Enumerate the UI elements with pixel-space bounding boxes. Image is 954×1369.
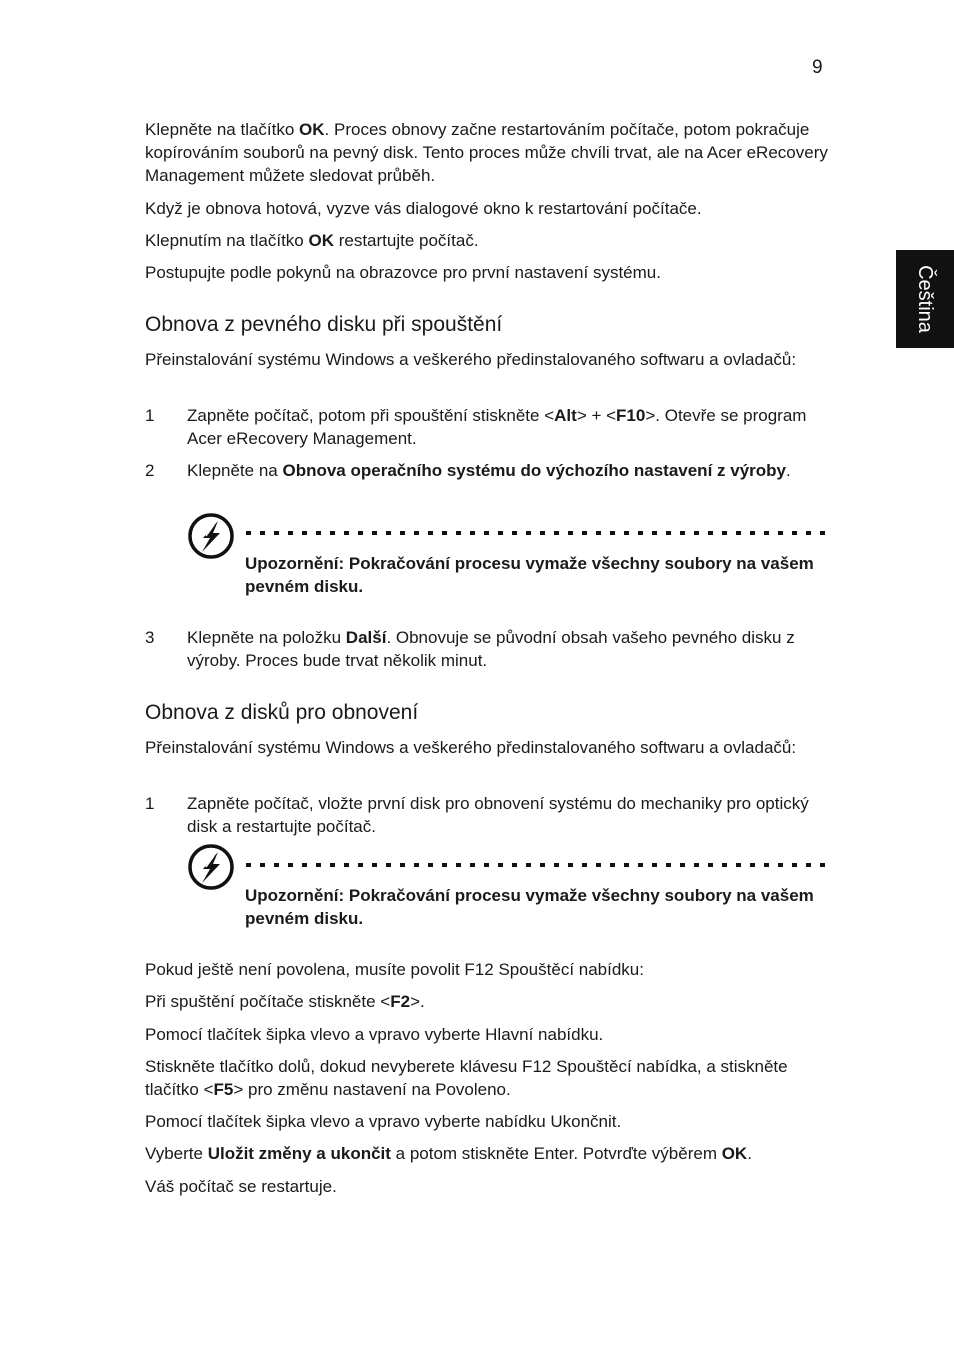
warning-divider — [246, 863, 830, 867]
outro-paragraph-1: Pokud ještě není povolena, musíte povolit F12 Spouštěcí nabídku: — [145, 960, 644, 979]
outro-paragraph-6: Vyberte Uložit změny a ukončit a potom stiskněte Enter. Potvrďte výběrem OK. — [145, 1144, 752, 1163]
intro-paragraph-4: Postupujte podle pokynů na obrazovce pro první nastavení systému. — [145, 263, 661, 282]
intro-paragraph-2: Když je obnova hotová, vyzve vás dialogové okno k restartování počítače. — [145, 199, 702, 218]
list-item-number: 3 — [145, 628, 155, 647]
section1-intro: Přeinstalování systému Windows a veškerého předinstalovaného softwaru a ovladačů: — [145, 350, 797, 369]
list-item-text: Klepněte na položku Další. Obnovuje se původní obsah vašeho pevného disku z výroby. Proces bude trvat několik minut. — [187, 628, 795, 670]
intro-paragraph-3: Klepnutím na tlačítko OK restartujte počítač. — [145, 231, 479, 250]
outro-paragraph-2: Při spuštění počítače stiskněte <F2>. — [145, 992, 425, 1011]
warning-text: Upozornění: Pokračování procesu vymaže všechny soubory na vašem pevném disku. — [245, 554, 814, 596]
intro-paragraph-1: Klepněte na tlačítko OK. Proces obnovy začne restartováním počítače, potom pokračuje kopírováním souborů na pevný disk. Tento proces může chvíli trvat, ale na Acer eRecovery Management můžete sledovat průběh. — [145, 120, 828, 185]
list-item-text: Klepněte na Obnova operačního systému do výchozího nastavení z výroby. — [187, 461, 791, 480]
section2-intro: Přeinstalování systému Windows a veškerého předinstalovaného softwaru a ovladačů: — [145, 738, 797, 757]
page-number: 9 — [812, 57, 823, 78]
list-item-text: Zapněte počítač, potom při spouštění stiskněte <Alt> + <F10>. Otevře se program Acer eRecovery Management. — [187, 406, 807, 448]
list-item-text: Zapněte počítač, vložte první disk pro obnovení systému do mechaniky pro optický disk a restartujte počítač. — [187, 794, 809, 836]
warning-text: Upozornění: Pokračování procesu vymaže všechny soubory na vašem pevném disku. — [245, 886, 814, 928]
list-item-number: 1 — [145, 794, 155, 813]
warning-lightning-icon — [187, 843, 235, 891]
outro-paragraph-4: Stiskněte tlačítko dolů, dokud nevyberete klávesu F12 Spouštěcí nabídka, a stiskněte tlačítko <F5> pro změnu nastavení na Povoleno. — [145, 1057, 788, 1099]
list-item-number: 1 — [145, 406, 155, 425]
list-item-number: 2 — [145, 461, 155, 480]
warning-divider — [246, 531, 830, 535]
outro-paragraph-7: Váš počítač se restartuje. — [145, 1177, 337, 1196]
warning-lightning-icon — [187, 512, 235, 560]
outro-paragraph-3: Pomocí tlačítek šipka vlevo a vpravo vyberte Hlavní nabídku. — [145, 1025, 604, 1044]
section-heading-hdd-recovery: Obnova z pevného disku při spouštění — [145, 313, 503, 336]
outro-paragraph-5: Pomocí tlačítek šipka vlevo a vpravo vyberte nabídku Ukončnit. — [145, 1112, 622, 1131]
language-tab-label: Čeština — [914, 265, 936, 333]
language-tab — [896, 250, 954, 348]
section-heading-disc-recovery: Obnova z disků pro obnovení — [145, 701, 419, 724]
